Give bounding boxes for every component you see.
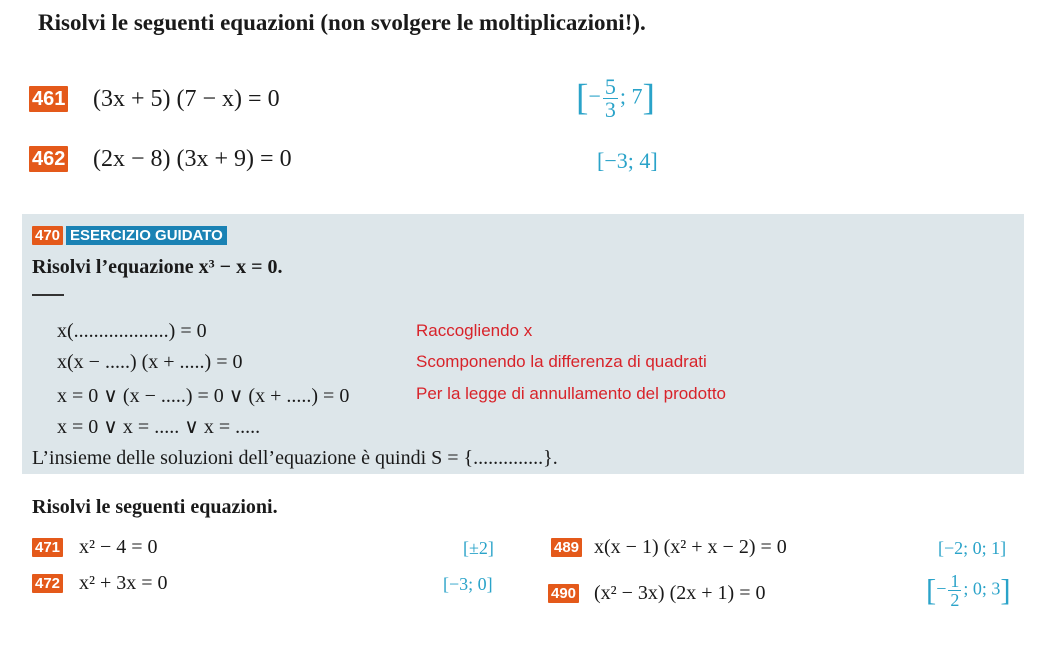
guided-exercise-header — [32, 226, 227, 245]
equation-462: (2x − 8) (3x + 9) = 0 — [93, 146, 292, 172]
equation-490: (x² − 3x) (2x + 1) = 0 — [594, 582, 766, 604]
exercise-number: 470 — [32, 226, 63, 245]
exercise-number: 489 — [551, 538, 582, 557]
exercise-472 — [32, 574, 63, 593]
step-4: x = 0 ∨ x = ..... ∨ x = ..... — [57, 416, 261, 438]
exercise-461 — [29, 86, 68, 112]
answer-472: [−3; 0] — [443, 574, 493, 594]
guided-prompt: Risolvi l’equazione x³ − x = 0. — [32, 256, 283, 278]
answer-489: [−2; 0; 1] — [938, 538, 1007, 558]
exercise-number: 472 — [32, 574, 63, 593]
guided-label: ESERCIZIO GUIDATO — [66, 226, 227, 245]
answer-462: [−3; 4] — [597, 148, 658, 173]
exercise-number: 461 — [29, 86, 68, 112]
step-3: x = 0 ∨ (x − .....) = 0 ∨ (x + .....) = 0 — [57, 385, 350, 407]
step-2: x(x − .....) (x + .....) = 0 — [57, 351, 243, 373]
page-heading: Risolvi le seguenti equazioni (non svolgere le moltiplicazioni!). — [38, 10, 646, 35]
exercise-471 — [32, 538, 63, 557]
exercise-489 — [551, 538, 582, 557]
equation-489: x(x − 1) (x² + x − 2) = 0 — [594, 536, 787, 558]
section-heading: Risolvi le seguenti equazioni. — [32, 496, 278, 518]
equation-472: x² + 3x = 0 — [79, 572, 168, 594]
step-1: x(...................) = 0 — [57, 320, 207, 342]
divider — [32, 294, 64, 296]
answer-461: [− $\frac{5}{3}$ ; 7] — [576, 74, 655, 122]
exercise-490 — [548, 584, 579, 603]
exercise-462 — [29, 146, 68, 172]
answer-471: [±2] — [463, 538, 494, 558]
answer-490: [− $\frac{1}{2}$ ; 0; 3] — [926, 571, 1011, 610]
equation-461: (3x + 5) (7 − x) = 0 — [93, 86, 280, 112]
step-2-note: Scomponendo la differenza di quadrati — [416, 352, 707, 371]
guided-conclusion: L’insieme delle soluzioni dell’equazione è quindi S = {..............}. — [32, 447, 558, 469]
exercise-number: 471 — [32, 538, 63, 557]
step-3-note: Per la legge di annullamento del prodotto — [416, 384, 726, 403]
equation-471: x² − 4 = 0 — [79, 536, 158, 558]
exercise-number: 462 — [29, 146, 68, 172]
step-1-note: Raccogliendo x — [416, 321, 533, 340]
exercise-number: 490 — [548, 584, 579, 603]
